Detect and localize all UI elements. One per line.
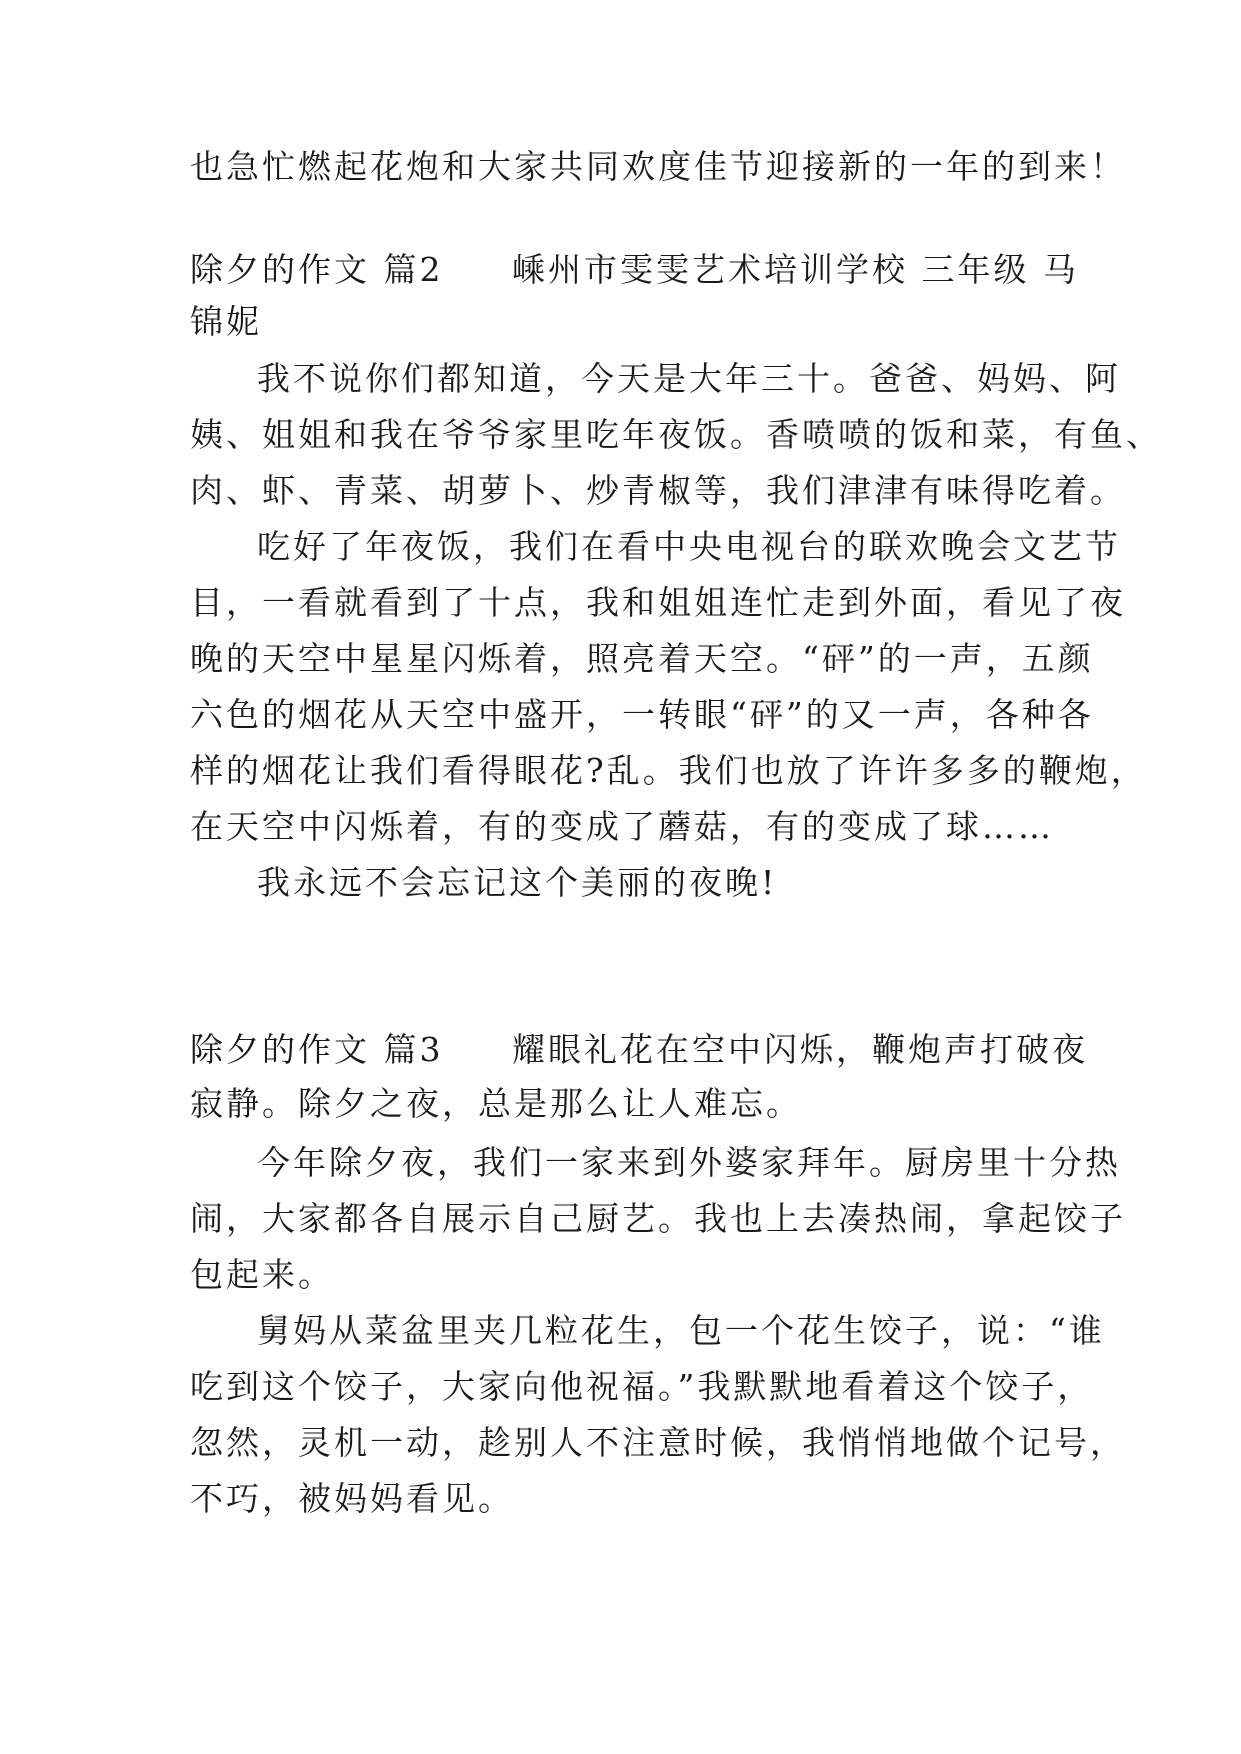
essay3-intro-continued: 寂静。除夕之夜，总是那么让人难忘。 <box>190 1084 802 1123</box>
essay2-para2-line: 晚的天空中星星闪烁着，照亮着天空。“砰”的一声，五颜 <box>190 639 1094 678</box>
essay2-para2-line: 六色的烟花从天空中盛开，一转眼“砰”的又一声，各种各 <box>190 695 1094 734</box>
essay3-para1-line: 今年除夕夜，我们一家来到外婆家拜年。厨房里十分热 <box>257 1143 1121 1182</box>
essay2-para3-line: 我永远不会忘记这个美丽的夜晚! <box>257 863 778 902</box>
essay2-para1-line: 肉、虾、青菜、胡萝卜、炒青椒等，我们津津有味得吃着。 <box>190 471 1126 510</box>
essay2-para2-line: 吃好了年夜饭，我们在看中央电视台的联欢晚会文艺节 <box>257 527 1121 566</box>
essay2-heading: 除夕的作文 篇2 <box>190 250 444 289</box>
essay3-para1-line: 包起来。 <box>190 1255 334 1294</box>
essay2-para2-line: 目，一看就看到了十点，我和姐姐连忙走到外面，看见了夜 <box>190 583 1126 622</box>
carryover-line: 也急忙燃起花炮和大家共同欢度佳节迎接新的一年的到来！ <box>190 147 1126 186</box>
essay2-byline: 嵊州市雯雯艺术培训学校 三年级 马 <box>512 250 1079 289</box>
essay2-byline-continued: 锦妮 <box>190 302 262 341</box>
essay2-para1-line: 我不说你们都知道，今天是大年三十。爸爸、妈妈、阿 <box>257 359 1121 398</box>
essay3-heading: 除夕的作文 篇3 <box>190 1030 444 1069</box>
essay3-para2-line: 忽然，灵机一动，趁别人不注意时候，我悄悄地做个记号， <box>190 1423 1126 1462</box>
essay3-para2-line: 舅妈从菜盆里夹几粒花生，包一个花生饺子，说：“谁 <box>257 1311 1105 1350</box>
essay2-para1-line: 姨、姐姐和我在爷爷家里吃年夜饭。香喷喷的饭和菜，有鱼、 <box>190 415 1162 454</box>
essay2-para2-line: 在天空中闪烁着，有的变成了蘑菇，有的变成了球…… <box>190 807 1054 846</box>
essay2-para2-line: 样的烟花让我们看得眼花?乱。我们也放了许许多多的鞭炮， <box>190 751 1147 790</box>
essay3-para2-line: 不巧，被妈妈看见。 <box>190 1479 514 1518</box>
essay3-para1-line: 闹，大家都各自展示自己厨艺。我也上去凑热闹，拿起饺子 <box>190 1199 1126 1238</box>
essay3-para2-line: 吃到这个饺子，大家向他祝福。”我默默地看着这个饺子， <box>190 1367 1094 1406</box>
essay3-intro: 耀眼礼花在空中闪烁，鞭炮声打破夜 <box>512 1030 1088 1069</box>
